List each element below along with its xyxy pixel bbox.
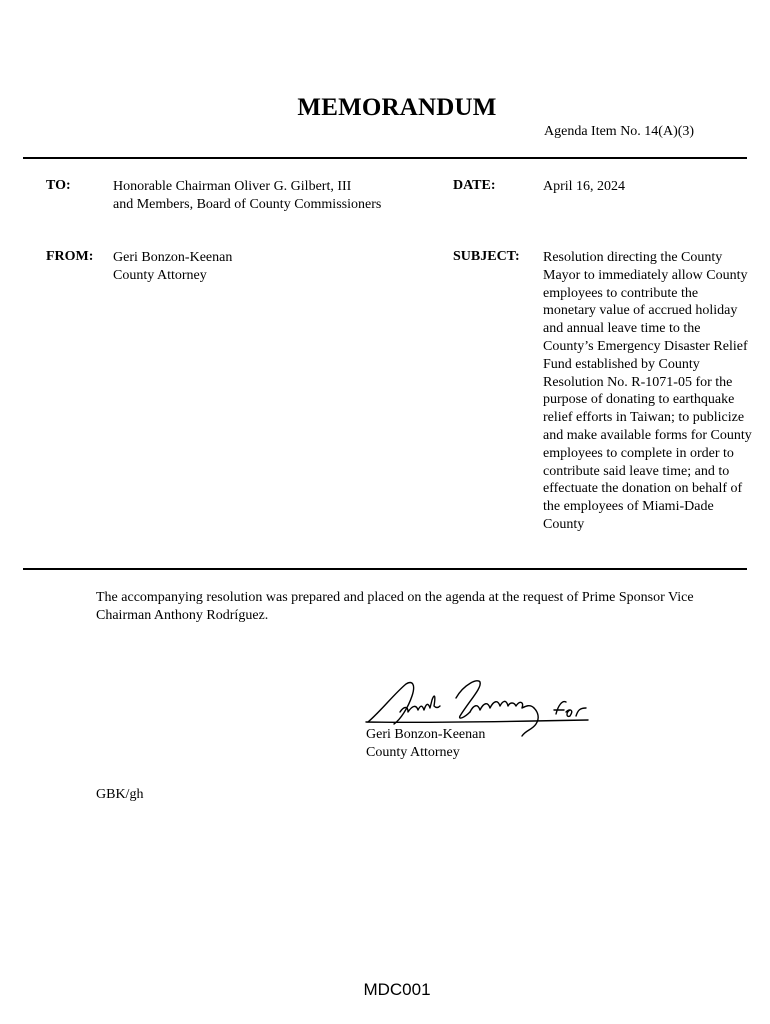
bottom-divider <box>23 568 747 570</box>
signer-name: Geri Bonzon-Keenan <box>366 727 486 742</box>
to-label: TO: <box>46 178 71 193</box>
to-line-1: Honorable Chairman Oliver G. Gilbert, III <box>113 179 352 194</box>
typist-initials: GBK/gh <box>96 787 144 802</box>
to-line-2: and Members, Board of County Commissioners <box>113 197 382 212</box>
page-code: MDC001 <box>363 980 431 999</box>
signature-block <box>366 726 485 762</box>
subject-value: Resolution directing the County Mayor to immediately allow County employees to contribute the monetary value of accrued holiday and annual leave time to the County’s Emergency Disaster Relief Fund established by County Resolution No. R-1071-05 for the purpose of donating to earthquake relief efforts in Taiwan; to publicize and make available forms for County employees to complete in order to contribute said leave time; and to effectuate the donation on behalf of the employees of Miami-Dade County <box>543 250 752 532</box>
top-divider <box>23 157 747 159</box>
to-recipient <box>113 178 381 214</box>
body-paragraph: The accompanying resolution was prepared and placed on the agenda at the request of Prime Sponsor Vice Chairman Anthony Rodríguez. <box>96 590 694 623</box>
date-value: April 16, 2024 <box>543 179 626 194</box>
from-label: FROM: <box>46 249 94 264</box>
agenda-item-number: Agenda Item No. 14(A)(3) <box>544 124 695 139</box>
date-label: DATE: <box>453 178 496 193</box>
from-line-2: County Attorney <box>113 268 207 283</box>
memo-title: MEMORANDUM <box>297 94 497 121</box>
signer-title: County Attorney <box>366 745 460 760</box>
from-sender <box>113 249 232 285</box>
subject-label: SUBJECT: <box>453 249 520 264</box>
from-line-1: Geri Bonzon-Keenan <box>113 250 233 265</box>
